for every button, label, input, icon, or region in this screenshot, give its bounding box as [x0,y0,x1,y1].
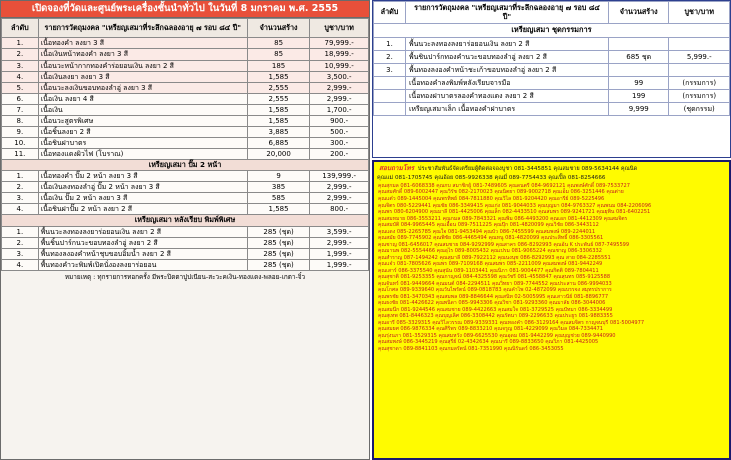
col-qty: จำนวนสร้าง [608,2,669,24]
cell-qty: 685 ชุด [608,50,669,63]
cell-qty [608,37,669,50]
contact-line: คุณสุเทพ 081-8446323 คุณบุญเลิศ 086-3308442 คุณรัตนา 089-2296633 คุณประยูร 081-9883355 [378,313,613,320]
cell-price: 3,500.- [310,71,369,82]
cell-no: 3. [2,193,39,204]
cell-no [374,102,406,115]
table-row [374,89,730,102]
table-row [2,71,369,82]
cell-no: 10. [2,137,39,148]
table-row [2,204,369,215]
table-row [374,76,730,89]
cell-no [374,89,406,102]
contact-line: คุณจันทร์ 081-9449664 คุณมนต์ 084-2294511 คุณวิทยา 089-7744552 คุณประสาน 086-9994033 [378,280,612,287]
contact-line: คุณชาญ 081-6456017 คุณสมชาย 084-9292999 คุณสาคร 086-8292993 คุณอ้น K ประพันธ์ 087-7495599 [378,241,630,248]
contact-line: คุณสมนึก 081-9244546 คุณสมชาย 089-4422663 คุณสมใจ 081-3729525 คุณปัทมา 086-3334499 [378,306,613,313]
col-item: รายการวัตถุมงคล "เหรียญเสมาที่ระลึกฉลองอายุ ๗ รอบ ๘๔ ปี" [406,2,609,24]
contact-line: คุณสมบัติ 084-9965445 คุณเอื้อน 089-7511225 คุณปุ๊ก 081-4820099 คุณวิชัย 086-3443112 [378,222,599,229]
contact-line: คุณอารี 085-3329315 คุณวิไลวรรณ 089-9339331 คุณทองคำ 086-3129164 คุณสมจิตร กาญจนบุรี 081-5004977 [378,319,645,326]
cell-item: เนื้อทองคำ ปั๊ม 2 หน้า ลงยา 3 สี [38,171,247,182]
cell-qty: 199 [608,89,669,102]
cell-no: 2. [374,50,406,63]
table-row [2,248,369,259]
cell-qty: 9,999 [608,102,669,115]
cell-no: 3. [2,248,39,259]
cell-item: เนื้อเงินลงยา ลงยา 3 สี [38,71,247,82]
cell-price [669,37,730,50]
cell-price: 2,999.- [310,93,369,104]
table-row [2,148,369,159]
contact-line: คุณสุชาดา 089-8841103 คุณกมลรัตน์ 081-7351990 คุณนิรันดร์ 086-3453055 [378,345,564,352]
table-row [2,38,369,49]
table-row [2,93,369,104]
cell-qty: 1,585 [247,204,309,215]
col-no: ลำดับ [2,19,39,38]
cell-item: เหรียญเสมาเล็ก เนื้อทองคำฝาบาตร [406,102,609,115]
contact-line: คุณสมหมาย 086-3553211 คุณกมล 089-7843321 คุณพิม 086-4493200 คุณเอก 081-4412309 คุณสมจิตร [378,215,628,222]
cell-price: (กรรมการ) [669,89,730,102]
contact-line: คุณสมศักดิ์ 089-6002447 คุณวิรัช 082-2170023 คุณนิตยา 089-9002718 คุณเอ็ม 086-3251446 คุณต่าย [378,189,624,196]
cell-no: 11. [2,148,39,159]
contact-line: คุณสุชาติ 081-9253355 คุณกาญจน์ 084-4325598 คุณวัชรี 081-4558847 คุณสุนทร 085-9125588 [378,274,611,281]
contact-line: คุณโกศล 089-9339640 คุณวันไพรัตน์ 089-0818783 คุณคำไพ 02-4872099 คุณบรรจง สมุทรปราการ [378,287,612,294]
cell-no: 8. [2,115,39,126]
cell-item: เนื้อทองคำลงพิมพ์หลังเรียบจารมือ [406,76,609,89]
cell-item: พื้นทองลงองคำหน้าชุบขอบอิ้มน้ำ ลงยา 2 สี [38,248,247,259]
contact-line: คุณธงชัย 081-4426622 คุณพนิดา 085-9943306 คุณวิชา 081-9293360 คุณมาลัย 086-3044006 [378,300,606,307]
cell-price: 18,999.- [310,49,369,60]
cell-price: 200.- [310,148,369,159]
contact-header-line-2-wrap [374,173,729,182]
contact-list-panel [372,160,731,460]
table-row [2,171,369,182]
cell-qty: 99 [608,76,669,89]
cell-qty: 185 [247,60,309,71]
left-panel-title: เปิดจองที่วัดและศูนย์พระเครื่องชั้นนำทั่วไป ในวันที่ 8 มกราคม พ.ศ. 2555 [1,1,369,18]
col-price: บูชา/บาท [669,2,730,24]
cell-price: 2,999.- [310,182,369,193]
cell-item: เนื้อทองแดงผิวไฟ (โบราณ) [38,148,247,159]
cell-price: 800.- [310,204,369,215]
cell-item: เนื้อเงิน [38,104,247,115]
section-header-row [2,215,369,226]
contact-line: คุณแจ๋ว 081-7805626 คุณพร 089-7109168 คุณสมพร 085-2211009 คุณสมพงษ์ 081-9442249 [378,261,603,268]
table-row [2,115,369,126]
section-title-2: เหรียญเสมา ปั๊ม 2 หน้า [2,159,369,170]
table-row [374,63,730,76]
cell-qty [608,63,669,76]
col-item: รายการวัตถุมงคล "เหรียญเสมาที่ระลึกฉลองอายุ ๗ รอบ ๘๔ ปี" [38,19,247,38]
cell-price: 2,999.- [310,82,369,93]
cell-qty: 285 (ชุด) [247,248,309,259]
table-header-row [374,2,730,24]
contact-line: คุณจิตร 080-5229441 คุณชัย 086-3349415 คุณเก่ง 081-9044033 คุณบุญมา 084-9763327 คุณพนม 084-2206096 [378,202,652,209]
contact-line: คุณสมพงษ์ 086-3445219 คุณสุรีย์ 02-4342634 คุณนารี 089-8833650 คุณวิภา 081-4425005 [378,339,599,346]
table-row [2,182,369,193]
cell-qty: 85 [247,49,309,60]
contact-line: คุณรุ่งนภา 081-3529315 คุณสมหวัง 089-6625530 คุณอุดม 081-9442299 คุณบุญช่วย 089-9440990 [378,332,616,339]
cell-price: 300.- [310,137,369,148]
contact-line: คุณเสาร์ 086-3375540 คุณสุนัน 089-1103441 คุณนิภา 081-9004477 คุณกิตติ 089-7804411 [378,267,599,274]
cell-no: 1. [2,171,39,182]
table-row [374,37,730,50]
col-no: ลำดับ [374,2,406,24]
cell-item: เนื้อนวะหน้ากากทองคำร่อยอนเงิน ลงยา 2 สี [38,60,247,71]
table-row [2,126,369,137]
contact-line: คุณสุกมล 081-6068338 คุณกบ สมาชิกผู้ 081-7489605 คุณดนตรี 084-9692121 คุณพงษ์ศักดิ์ 089-7533727 [378,182,630,189]
cell-no: 7. [2,104,39,115]
contact-line: คุณสำราญ 087-1494242 คุณสุมาลี 089-7922112 คุณนงนุช 086-8292993 คุณ สาย 084-2285551 [378,254,611,261]
contact-header-line-1: ประชาสัมพันธ์จัดเตรียมผู้ติดต่อจองบูชา 081-3445851 คุณสมชาย 089-5634144 คุณนิด [417,166,638,172]
cell-no: 6. [2,93,39,104]
table-row [2,104,369,115]
committee-table [373,1,730,116]
cell-item: เนื้อทองฝาบาตรลองคำทองแดง ลงยา 2 สี [406,89,609,102]
contact-line: คุณมานพ 082-5554466 คุณอุไร 089-8005432 คุณเปรม 081-9065224 คุณชาญ 086-3306332 [378,248,602,255]
cell-no: 4. [2,204,39,215]
cell-item: พื้นชิ้นปาร์กนวะขอบทองลำอู่ ลงยา 2 สี [38,237,247,248]
section-header-row [374,24,730,38]
cell-item: พื้นทองคำวะพิมพ์เปิดนั่งองลงยาร่อยอน [38,259,247,270]
table-row [2,60,369,71]
table-row [2,82,369,93]
cell-no: 3. [2,60,39,71]
cell-qty: 285 (ชุด) [247,226,309,237]
cell-item: พื้นชินปาร์กทองคำนวะขอบทองลำอู่ ลงยา 2 สี [406,50,609,63]
cell-price: 3,599.- [310,226,369,237]
cell-no: 2. [2,182,39,193]
cell-item: เนื้อนวะสูตรพิเศษ [38,115,247,126]
cell-item: พื้นทองลงองคำหน้าชะเก้าขอบทองลำอู่ ลงยา 2 สี [406,63,609,76]
left-panel-footnote: หมายเหตุ : ทุกรายการทอกครั้ง มีพระปิดตาปูปเนียน-สะวะคเงิน-ทองแดง-พลอย-เกตา-จิ๋ว [1,271,369,285]
cell-no: 3. [374,63,406,76]
cell-qty: 2,555 [247,93,309,104]
cell-item: เนื้อทองคำ ลงยา 3 สี [38,38,247,49]
cell-price: 1,999.- [310,259,369,270]
cell-item: เนื้อเงิน ปั๊ม 2 หน้า ลงยา 3 สี [38,193,247,204]
contact-line: คุณพรชัย 081-3470343 คุณสมพล 089-8846644 คุณสนิท 02-5005995 คุณเสาวนีย์ 081-8896777 [378,293,609,300]
cell-item: เนื้อเงิน ลงยา 4 สี [38,93,247,104]
cell-price: 10,999.- [310,60,369,71]
right-committee-panel [372,0,731,158]
table-row [2,237,369,248]
committee-section-title: เหรียญเสมา ชุดกรรมการ [374,24,730,38]
cell-no: 9. [2,126,39,137]
cell-item: เนื้อชินฝาบาตร [38,137,247,148]
contact-line: คุณแต๋ว 089-1445004 คุณพรทิพย์ 084-7811880 คุณวิไล 081-9204420 คุณอารีย์ 089-5225496 [378,196,605,202]
cell-no [374,76,406,89]
contact-line: คุณสมัย 089-7745902 คุณพิชัย 086-4465494 คุณหนู 081-4820099 คุณประสิทธิ์ 086-3305561 [378,235,604,242]
table-row [2,193,369,204]
contact-line: คุณพร 080-6204900 คุณมาลี 081-4425006 คุณเล็ก 082-4433510 คุณสมพร 089-9241721 คุณยุพิน 081-6402251 [378,209,651,216]
cell-qty: 1,585 [247,71,309,82]
cell-price: 2,999.- [310,193,369,204]
cell-item: เนื้อเงินลงทองลำอู่ ปั๊ม 2 หน้า ลงยา 3 สี [38,182,247,193]
cell-price [669,63,730,76]
cell-price: 500.- [310,126,369,137]
cell-no: 1. [2,226,39,237]
contact-lines [374,182,729,354]
table-row [2,137,369,148]
cell-item: เนื้อเงินหน้าทองคำ ลงยา 3 สี [38,49,247,60]
cell-price: 900.- [310,115,369,126]
cell-qty: 3,885 [247,126,309,137]
cell-price: 2,999.- [310,237,369,248]
cell-qty: 85 [247,38,309,49]
cell-price: 79,999.- [310,38,369,49]
table-row [374,102,730,115]
contact-header-line-2: คุณแม่ 081-1705745 คุณอ้อย 085-9926338 คุณมี่ 089-7754433 คุณเปิ้ล 081-8254666 [377,174,606,181]
cell-qty: 285 (ชุด) [247,237,309,248]
cell-price: (ชุดกรรม) [669,102,730,115]
cell-no: 2. [2,237,39,248]
col-qty: จำนวนสร้าง [247,19,309,38]
cell-item: เนื้อชิ้นลงยา 2 สี [38,126,247,137]
cell-qty: 385 [247,182,309,193]
cell-qty: 20,000 [247,148,309,159]
cell-no: 5. [2,82,39,93]
table-row [2,226,369,237]
cell-qty: 1,585 [247,104,309,115]
cell-qty: 585 [247,193,309,204]
cell-qty: 285 (ชุด) [247,259,309,270]
cell-no: 4. [2,71,39,82]
cell-item: พื้นนวะลงทองลงยาร่อยอนเงิน ลงยา 2 สี [38,226,247,237]
cell-no: 2. [2,49,39,60]
left-price-table [1,18,369,270]
contact-line: คุณแดง 085-2265785 คุณใจ 081-9453494 คุณบัว 086-7455599 คุณสมพงษ์ 089-2244011 [378,228,596,235]
cell-qty: 9 [247,171,309,182]
cell-price: (กรรมการ) [669,76,730,89]
cell-price: 5,999.- [669,50,730,63]
table-header-row [2,19,369,38]
cell-item: พื้นนวะลงทองลงยาร่อยอนเงิน ลงยา 2 สี [406,37,609,50]
cell-item: เนื้อนวะลงเงินขอบทองลำอู่ ลงยา 3 สี [38,82,247,93]
table-row [2,49,369,60]
table-row [374,50,730,63]
cell-no: 1. [374,37,406,50]
cell-qty: 1,585 [247,115,309,126]
col-price: บูชา/บาท [310,19,369,38]
cell-no: 1. [2,38,39,49]
section-header-row [2,159,369,170]
cell-qty: 6,885 [247,137,309,148]
cell-price: 1,999.- [310,248,369,259]
cell-qty: 2,555 [247,82,309,93]
contact-badge: สอบถามโทร [379,164,415,172]
contact-line: คุณสมยศ 086-9876334 คุณศิริพร 089-8833210 คุณจรูญ 081-4229099 คุณวิมล 084-7334471 [378,326,603,333]
cell-item: เนื้อชินฝาปั๊ม 2 หน้า ลงยา 2 สี [38,204,247,215]
cell-no: 4. [2,259,39,270]
section-title-3: เหรียญเสมา หลังเรียบ พิมพ์พิเศษ [2,215,369,226]
table-row [2,259,369,270]
cell-price: 139,999.- [310,171,369,182]
contact-header [374,162,729,173]
cell-price: 1,700.- [310,104,369,115]
